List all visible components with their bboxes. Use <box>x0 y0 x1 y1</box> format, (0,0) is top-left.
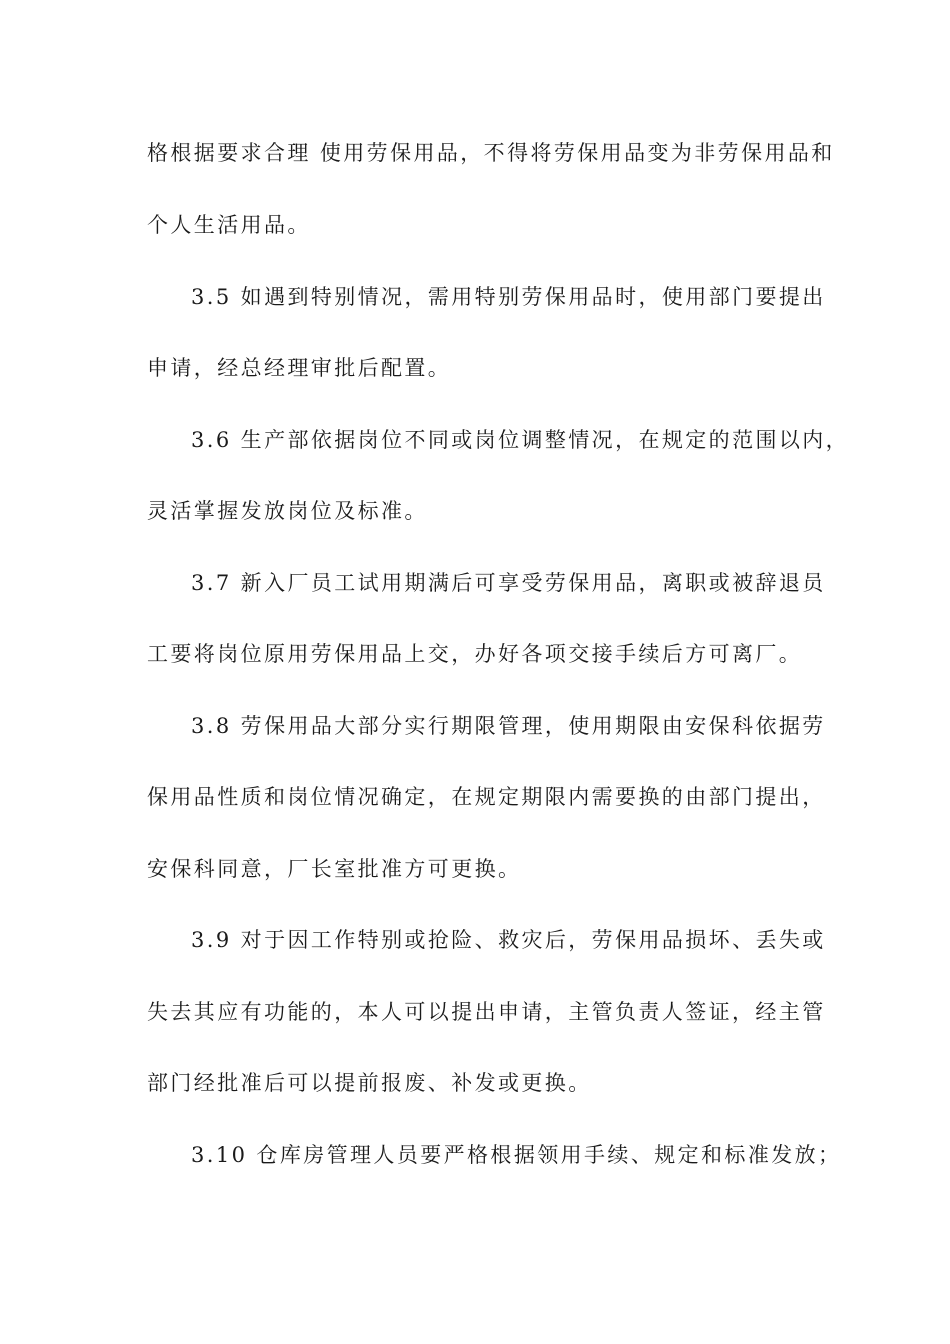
paragraph-line: 安保科同意，厂长室批准方可更换。 <box>147 857 522 881</box>
paragraph-line: 部门经批准后可以提前报废、补发或更换。 <box>147 1071 592 1095</box>
paragraph-line: 3.9 对于因工作特别或抢险、救灾后，劳保用品损坏、丢失或 <box>191 928 826 952</box>
paragraph-line: 格根据要求合理 使用劳保用品，不得将劳保用品变为非劳保用品和 <box>147 141 835 165</box>
paragraph-line: 保用品性质和岗位情况确定，在规定期限内需要换的由部门提出， <box>147 785 826 809</box>
paragraph-line: 3.6 生产部依据岗位不同或岗位调整情况，在规定的范围以内， <box>191 428 850 452</box>
paragraph-line: 3.8 劳保用品大部分实行期限管理，使用期限由安保科依据劳 <box>191 714 826 738</box>
paragraph-line: 工要将岗位原用劳保用品上交，办好各项交接手续后方可离厂。 <box>147 642 803 666</box>
paragraph-line: 3.5 如遇到特别情况，需用特别劳保用品时，使用部门要提出 <box>191 285 826 309</box>
paragraph-line: 失去其应有功能的，本人可以提出申请，主管负责人签证，经主管 <box>147 1000 826 1024</box>
paragraph-line: 申请，经总经理审批后配置。 <box>147 356 452 380</box>
paragraph-line: 个人生活用品。 <box>147 213 311 237</box>
paragraph-line: 3.10 仓库房管理人员要严格根据领用手续、规定和标准发放； <box>191 1143 842 1167</box>
paragraph-line: 灵活掌握发放岗位及标准。 <box>147 499 428 523</box>
paragraph-line: 3.7 新入厂员工试用期满后可享受劳保用品，离职或被辞退员 <box>191 571 826 595</box>
